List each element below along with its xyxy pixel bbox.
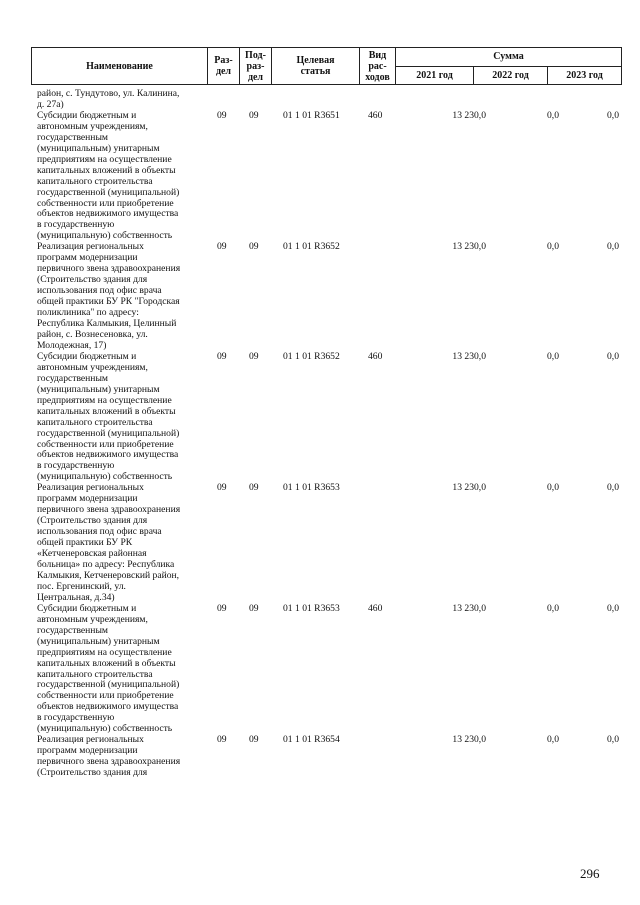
cell-razdel: 09 <box>217 241 227 253</box>
cell-s2021: 13 230,0 <box>452 350 486 362</box>
cell-s2023: 0,0 <box>607 109 619 121</box>
cell-podrazdel: 09 <box>249 602 259 614</box>
table-row <box>31 604 621 735</box>
cell-podrazdel: 09 <box>249 109 259 121</box>
header-sum: Сумма <box>396 48 622 67</box>
table-row <box>31 483 621 603</box>
cell-s2023: 0,0 <box>607 350 619 362</box>
cell-podrazdel: 09 <box>249 482 259 494</box>
cell-vid: 460 <box>368 602 383 614</box>
row-name: Субсидии бюджетным и автономным учреждениям, государственным (муниципальным) унитарным предприятиям на осуществление капитальных вложений в объекты капитального строительства государственной (муниципальной) собственности или приобретение объектов недвижимого имущества в государственную (муниципальную) собственность <box>37 109 180 242</box>
cell-vid: 460 <box>368 350 383 362</box>
cell-podrazdel: 09 <box>249 241 259 253</box>
cell-s2023: 0,0 <box>607 734 619 746</box>
cell-s2021: 13 230,0 <box>452 241 486 253</box>
cell-s2022: 0,0 <box>547 734 559 746</box>
cell-s2023: 0,0 <box>607 241 619 253</box>
cell-csr: 01 1 01 R3653 <box>283 602 340 614</box>
table-header <box>31 47 622 85</box>
row-name: Реализация региональных программ модернизации первичного звена здравоохранения (Строительство здания для использования под офис врача общей практики БУ РК «Кетченеровская районная больница» по адресу: Республика Калмыкия, Кетченеровский район, пос. Ергенинский, ул. Центральная, д.34) <box>37 482 181 603</box>
cell-s2021: 13 230,0 <box>452 109 486 121</box>
table-row <box>31 735 621 779</box>
cell-razdel: 09 <box>217 602 227 614</box>
cell-razdel: 09 <box>217 350 227 362</box>
table-body <box>31 89 621 779</box>
cell-s2022: 0,0 <box>547 241 559 253</box>
cell-s2023: 0,0 <box>607 482 619 494</box>
cell-s2022: 0,0 <box>547 602 559 614</box>
table-row <box>31 352 621 483</box>
table-row <box>31 242 621 352</box>
cell-s2021: 13 230,0 <box>452 602 486 614</box>
cell-s2021: 13 230,0 <box>452 734 486 746</box>
cell-podrazdel: 09 <box>249 734 259 746</box>
cell-s2022: 0,0 <box>547 109 559 121</box>
row-name: Реализация региональных программ модернизации первичного звена здравоохранения (Строительство здания для использования под офис врача общей практики БУ РК "Городская поликлиника" по адресу: Республика Калмыкия, Целинный район, с. Вознесеновка, ул. Молодежная, 17) <box>37 241 181 351</box>
cell-s2021: 13 230,0 <box>452 482 486 494</box>
cell-s2023: 0,0 <box>607 602 619 614</box>
header-2023: 2023 год <box>548 66 622 85</box>
cell-s2022: 0,0 <box>547 350 559 362</box>
cell-s2022: 0,0 <box>547 482 559 494</box>
cell-razdel: 09 <box>217 482 227 494</box>
cell-csr: 01 1 01 R3654 <box>283 734 340 746</box>
header-csr: Целевая статья <box>272 48 360 85</box>
cell-razdel: 09 <box>217 109 227 121</box>
header-2022: 2022 год <box>474 66 548 85</box>
row-name: район, с. Тундутово, ул. Калинина, д. 27а) <box>37 88 180 110</box>
cell-podrazdel: 09 <box>249 350 259 362</box>
cell-razdel: 09 <box>217 734 227 746</box>
header-2021: 2021 год <box>396 66 474 85</box>
header-razdel: Раз- дел <box>208 48 240 85</box>
row-name: Субсидии бюджетным и автономным учреждениям, государственным (муниципальным) унитарным предприятиям на осуществление капитальных вложений в объекты капитального строительства государственной (муниципальной) собственности или приобретение объектов недвижимого имущества в государственную (муниципальную) собственность <box>37 350 180 483</box>
page-number: 296 <box>580 866 600 881</box>
table-row <box>31 89 621 111</box>
header-name: Наименование <box>32 48 208 85</box>
cell-csr: 01 1 01 R3651 <box>283 109 340 121</box>
cell-vid: 460 <box>368 109 383 121</box>
header-vid: Вид рас- ходов <box>360 48 396 85</box>
header-podrazdel: Под- раз- дел <box>240 48 272 85</box>
cell-csr: 01 1 01 R3652 <box>283 350 340 362</box>
row-name: Реализация региональных программ модернизации первичного звена здравоохранения (Строительство здания для <box>37 734 181 779</box>
cell-csr: 01 1 01 R3653 <box>283 482 340 494</box>
cell-csr: 01 1 01 R3652 <box>283 241 340 253</box>
table-row <box>31 111 621 242</box>
row-name: Субсидии бюджетным и автономным учреждениям, государственным (муниципальным) унитарным предприятиям на осуществление капитальных вложений в объекты капитального строительства государственной (муниципальной) собственности или приобретение объектов недвижимого имущества в государственную (муниципальную) собственность <box>37 602 180 735</box>
